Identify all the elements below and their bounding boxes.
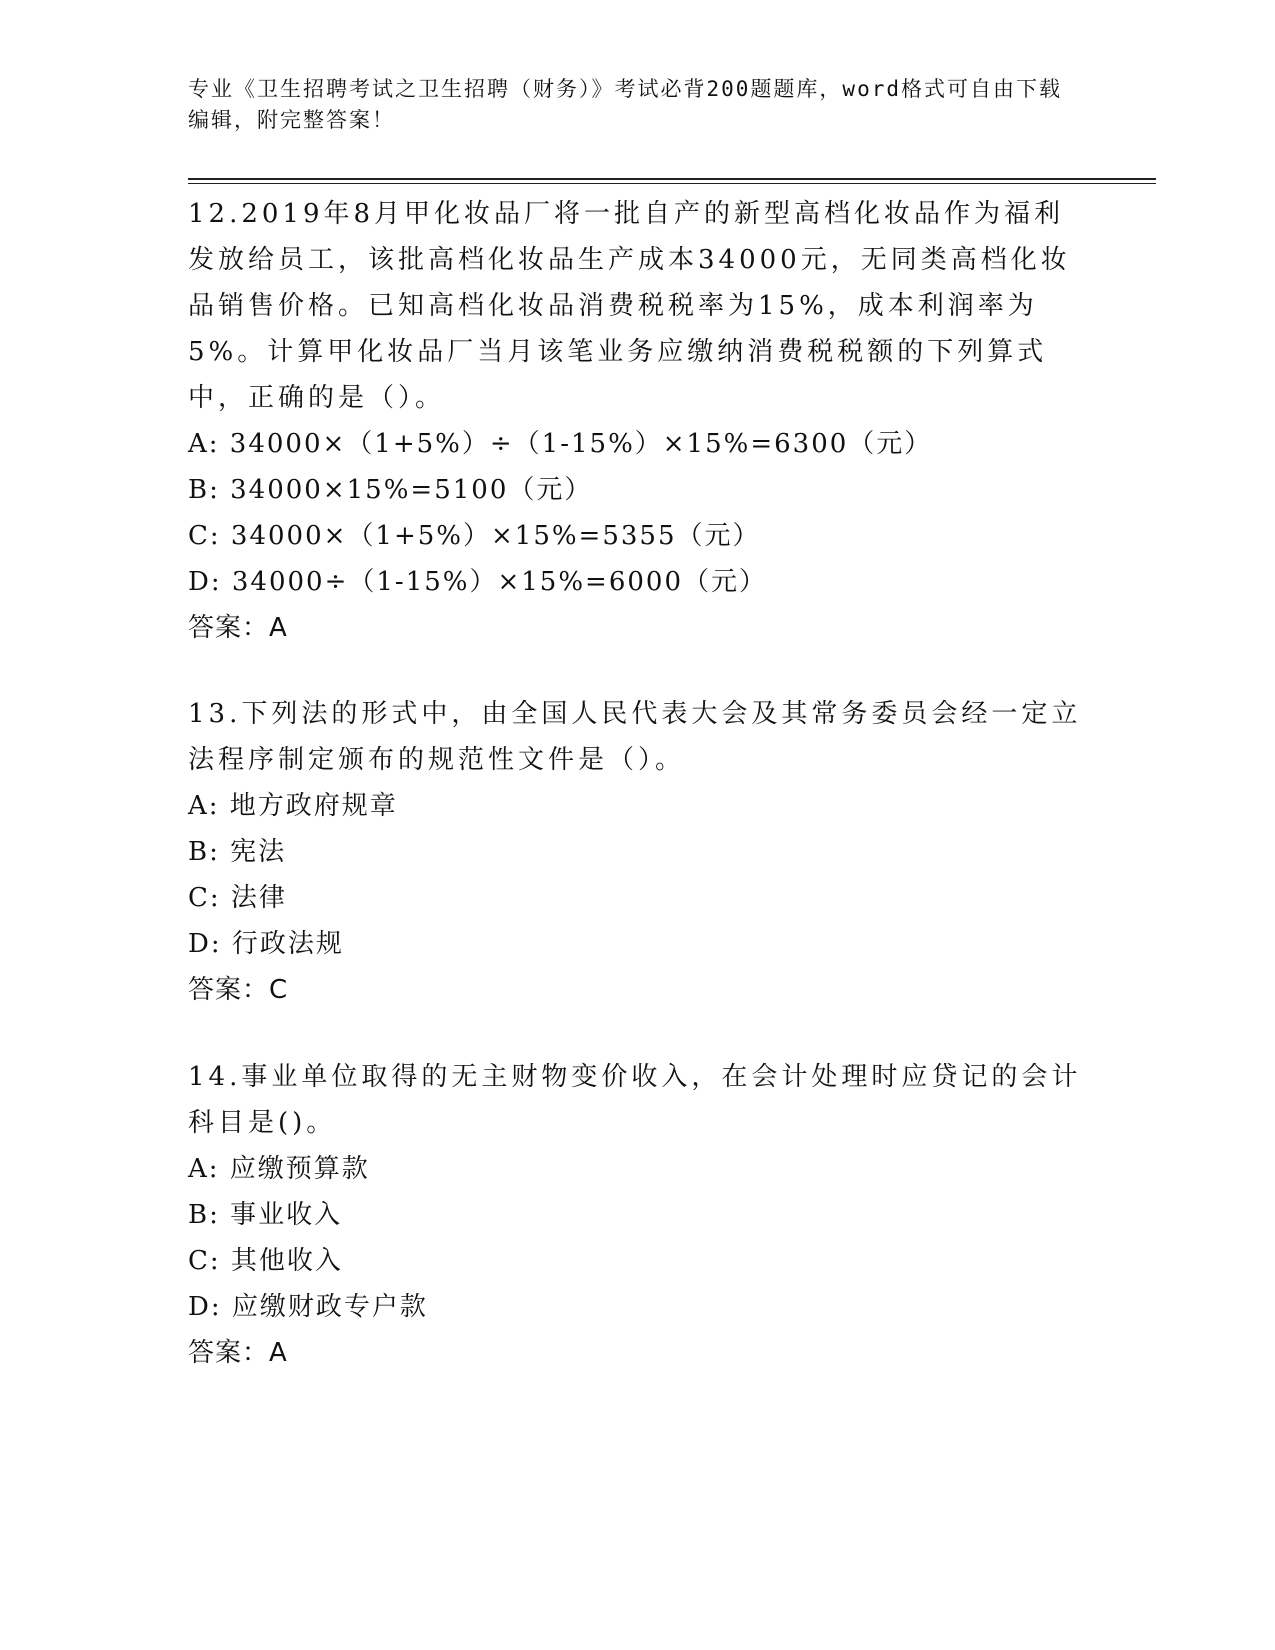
document-header: 专业《卫生招聘考试之卫生招聘（财务）》考试必背200题题库，word格式可自由下载编辑，附完整答案！ [188, 77, 1062, 132]
option-b: B: 宪法 [188, 837, 287, 867]
answer: 答案：A [188, 1338, 288, 1368]
answer: 答案：A [188, 613, 288, 643]
option-b: B: 事业收入 [188, 1200, 343, 1230]
option-a: A: 地方政府规章 [188, 791, 398, 821]
question-13 [188, 691, 1088, 1013]
option-c: C: 34000×（1+5%）×15%=5355（元） [188, 521, 761, 551]
option-d: D: 34000÷（1-15%）×15%=6000（元） [188, 567, 768, 597]
option-a: A: 34000×（1+5%）÷（1-15%）×15%=6300（元） [188, 429, 933, 459]
question-text: 14.事业单位取得的无主财物变价收入，在会计处理时应贷记的会计科目是()。 [188, 1062, 1082, 1138]
header-divider-thin [188, 183, 1156, 184]
header-divider-thick [188, 178, 1156, 180]
option-c: C: 法律 [188, 883, 287, 913]
option-d: D: 应缴财政专户款 [188, 1292, 428, 1322]
answer: 答案：C [188, 975, 289, 1005]
option-d: D: 行政法规 [188, 929, 344, 959]
question-14 [188, 1054, 1088, 1376]
option-a: A: 应缴预算款 [188, 1154, 370, 1184]
option-c: C: 其他收入 [188, 1246, 343, 1276]
question-text: 13.下列法的形式中，由全国人民代表大会及其常务委员会经一定立法程序制定颁布的规范性文件是（）。 [188, 699, 1082, 775]
question-12 [188, 191, 1088, 651]
option-b: B: 34000×15%=5100（元） [188, 475, 593, 505]
question-text: 12.2019年8月甲化妆品厂将一批自产的新型高档化妆品作为福利发放给员工，该批高档化妆品生产成本34000元，无同类高档化妆品销售价格。已知高档化妆品消费税税率为15%，成本利润率为5%。计算甲化妆品厂当月该笔业务应缴纳消费税税额的下列算式中，正确的是（）。 [188, 199, 1071, 413]
